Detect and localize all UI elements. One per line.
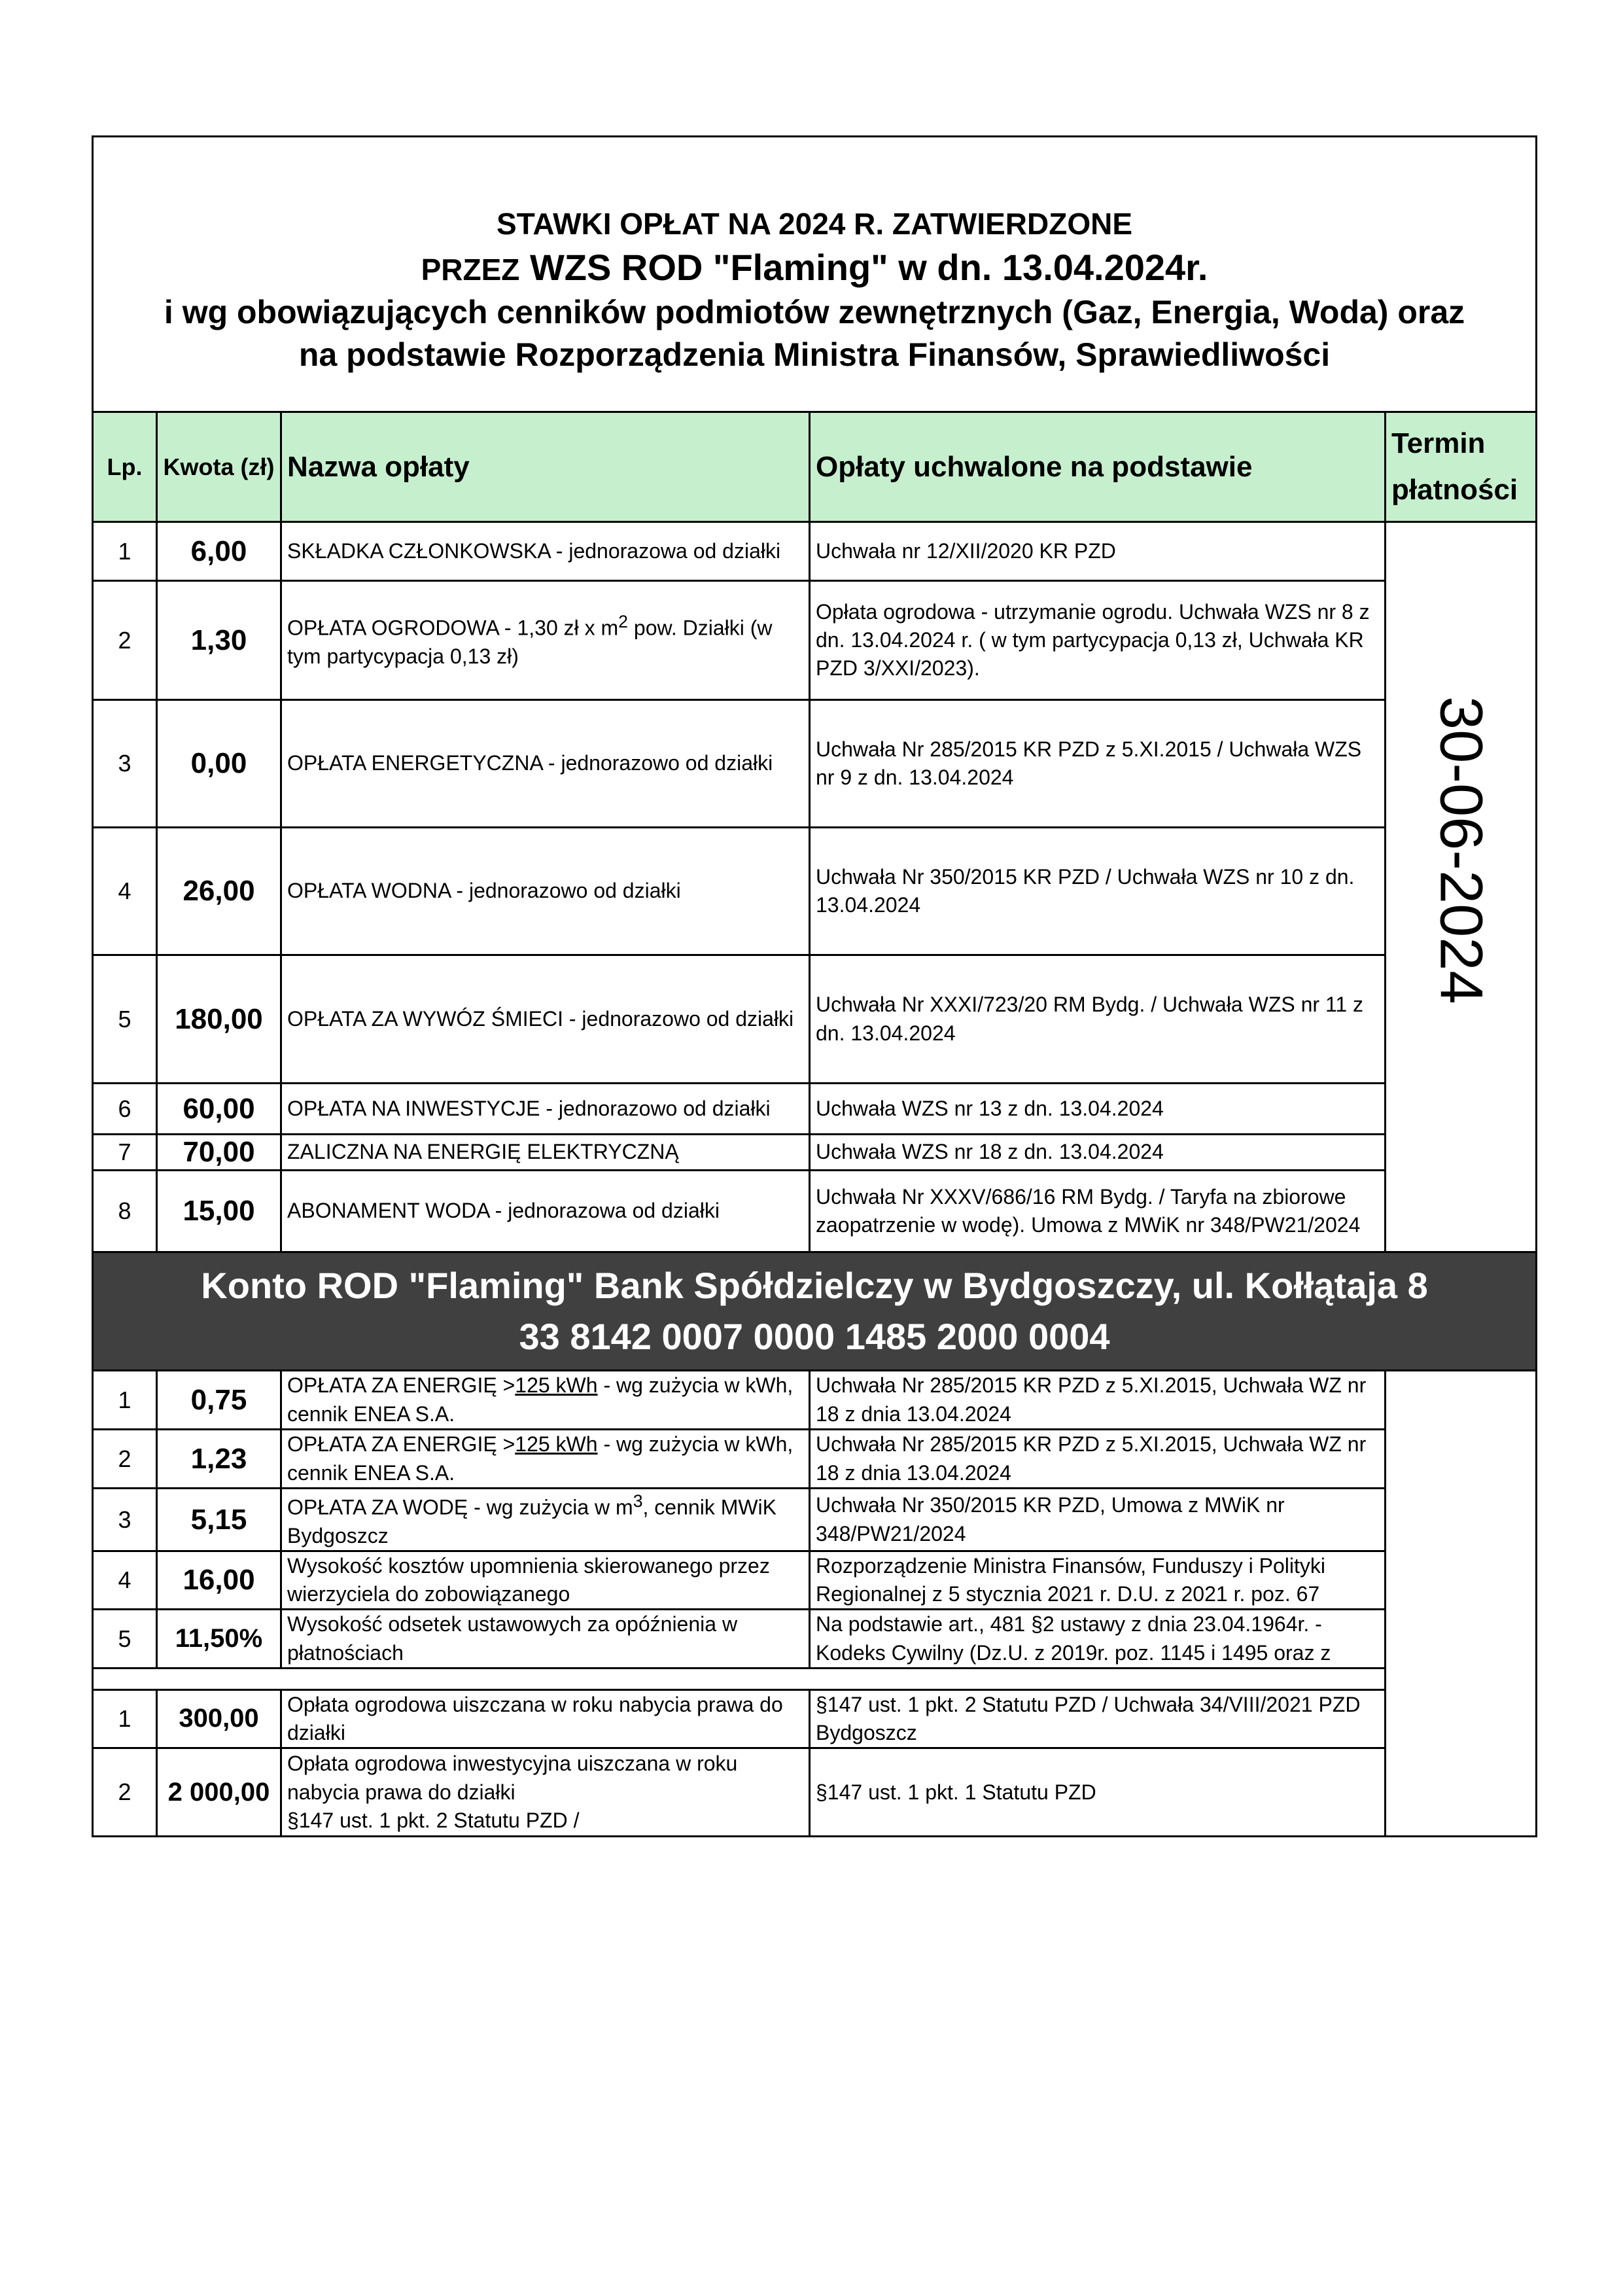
fee-name-part: , cennik MWiK Bydgoszcz xyxy=(287,1495,777,1547)
row-legal-basis: Opłata ogrodowa - utrzymanie ogrodu. Uchwała WZS nr 8 z dn. 13.04.2024 r. ( w tym partycypacja 0,13 zł, Uchwała KR PZD 3/XXI/2023). xyxy=(810,581,1386,700)
table-row xyxy=(93,700,1537,828)
row-lp: 2 xyxy=(93,1748,157,1837)
row-legal-basis: §147 ust. 1 pkt. 1 Statutu PZD xyxy=(810,1748,1386,1837)
row-fee-name: ABONAMENT WODA - jednorazowa od działki xyxy=(281,1171,810,1252)
row-lp: 1 xyxy=(93,1689,157,1748)
spacer-cell xyxy=(93,1668,1386,1689)
row-fee-name: OPŁATA ENERGETYCZNA - jednorazowo od działki xyxy=(281,700,810,828)
table-row xyxy=(93,1371,1537,1430)
row-amount: 15,00 xyxy=(157,1171,281,1252)
row-fee-name: ZALICZNA NA ENERGIĘ ELEKTRYCZNĄ xyxy=(281,1135,810,1171)
row-fee-name: SKŁADKA CZŁONKOWSKA - jednorazowa od działki xyxy=(281,522,810,581)
table-row xyxy=(93,1610,1537,1668)
table-row xyxy=(93,1171,1537,1252)
row-amount: 70,00 xyxy=(157,1135,281,1171)
due-date-cell xyxy=(1386,522,1537,1252)
row-lp: 5 xyxy=(93,955,157,1084)
header-kwota: Kwota (zł) xyxy=(157,412,281,522)
superscript: 3 xyxy=(633,1491,643,1511)
fee-table-sheet xyxy=(92,135,1535,1837)
bank-name: Konto ROD "Flaming" Bank Spółdzielczy w Bydgoszczy, ul. Kołłątaja 8 xyxy=(201,1264,1428,1306)
row-amount: 2 000,00 xyxy=(157,1748,281,1837)
title-line-1: STAWKI OPŁAT NA 2024 R. ZATWIERDZONE xyxy=(497,206,1133,241)
row-legal-basis: §147 ust. 1 pkt. 2 Statutu PZD / Uchwała 34/VIII/2021 PZD Bydgoszcz xyxy=(810,1689,1386,1748)
fee-name-part: pow. Działki (w tym partycypacja 0,13 zł) xyxy=(287,616,773,668)
row-legal-basis: Na podstawie art., 481 §2 ustawy z dnia 23.04.1964r. - Kodeks Cywilny (Dz.U. z 2019r. poz. 1145 i 1495 oraz z xyxy=(810,1610,1386,1668)
row-lp: 6 xyxy=(93,1084,157,1135)
title-line-2-prefix: PRZEZ xyxy=(421,252,520,287)
row-legal-basis: Uchwała Nr XXXI/723/20 RM Bydg. / Uchwała WZS nr 11 z dn. 13.04.2024 xyxy=(810,955,1386,1084)
row-legal-basis: Rozporządzenie Ministra Finansów, Funduszy i Polityki Regionalnej z 5 stycznia 2021 r. D.U. z 2021 r. poz. 67 xyxy=(810,1551,1386,1610)
row-amount: 0,00 xyxy=(157,700,281,828)
empty-cell xyxy=(1386,1689,1537,1748)
document-title xyxy=(93,137,1537,412)
empty-cell xyxy=(1386,1610,1537,1668)
table-row xyxy=(93,955,1537,1084)
row-lp: 2 xyxy=(93,581,157,700)
fee-table xyxy=(92,135,1537,1837)
row-lp: 5 xyxy=(93,1610,157,1668)
row-lp: 4 xyxy=(93,828,157,955)
row-legal-basis: Uchwała WZS nr 18 z dn. 13.04.2024 xyxy=(810,1135,1386,1171)
row-legal-basis: Uchwała Nr 285/2015 KR PZD z 5.XI.2015, Uchwała WZ nr 18 z dnia 13.04.2024 xyxy=(810,1371,1386,1430)
row-lp: 1 xyxy=(93,1371,157,1430)
header-podstawa: Opłaty uchwalone na podstawie xyxy=(810,412,1386,522)
row-amount: 1,23 xyxy=(157,1430,281,1489)
table-row xyxy=(93,1689,1537,1748)
row-legal-basis: Uchwała nr 12/XII/2020 KR PZD xyxy=(810,522,1386,581)
row-fee-name: OPŁATA NA INWESTYCJE - jednorazowo od działki xyxy=(281,1084,810,1135)
fee-name-line: §147 ust. 1 pkt. 2 Statutu PZD / xyxy=(287,1808,580,1832)
row-amount: 180,00 xyxy=(157,955,281,1084)
table-row xyxy=(93,1489,1537,1551)
title-line-2 xyxy=(107,244,1522,292)
due-date: 30-06-2024 xyxy=(1427,696,1495,1004)
title-line-4: na podstawie Rozporządzenia Ministra Finansów, Sprawiedliwości xyxy=(298,336,1331,374)
row-amount: 60,00 xyxy=(157,1084,281,1135)
header-row xyxy=(93,412,1537,522)
bank-account-banner xyxy=(93,1252,1537,1371)
row-amount: 300,00 xyxy=(157,1689,281,1748)
row-fee-name xyxy=(281,1489,810,1551)
bank-account-row xyxy=(93,1252,1537,1371)
row-lp: 1 xyxy=(93,522,157,581)
empty-cell xyxy=(1386,1551,1537,1610)
row-fee-name: Wysokość kosztów upomnienia skierowanego przez wierzyciela do zobowiązanego xyxy=(281,1551,810,1610)
row-amount: 5,15 xyxy=(157,1489,281,1551)
header-lp: Lp. xyxy=(93,412,157,522)
row-amount: 26,00 xyxy=(157,828,281,955)
title-line-2-main: WZS ROD "Flaming" w dn. 13.04.2024r. xyxy=(529,246,1208,288)
fee-name-part: OPŁATA ZA WODĘ - wg zużycia w m xyxy=(287,1495,633,1519)
row-lp: 7 xyxy=(93,1135,157,1171)
empty-cell xyxy=(1386,1748,1537,1837)
table-row xyxy=(93,1551,1537,1610)
row-fee-name xyxy=(281,1430,810,1489)
empty-cell xyxy=(1386,1668,1537,1689)
row-lp: 2 xyxy=(93,1430,157,1489)
empty-cell xyxy=(1386,1371,1537,1430)
header-termin: Termin płatności xyxy=(1386,412,1537,522)
row-fee-name: Wysokość odsetek ustawowych za opóźnienia w płatnościach xyxy=(281,1610,810,1668)
title-line-3: i wg obowiązujących cenników podmiotów zewnętrznych (Gaz, Energia, Woda) oraz xyxy=(164,294,1465,331)
row-legal-basis: Uchwała Nr 285/2015 KR PZD z 5.XI.2015 / Uchwała WZS nr 9 z dn. 13.04.2024 xyxy=(810,700,1386,828)
row-amount: 11,50% xyxy=(157,1610,281,1668)
row-lp: 3 xyxy=(93,1489,157,1551)
row-fee-name xyxy=(281,1748,810,1837)
table-row xyxy=(93,1748,1537,1837)
fee-name-part: OPŁATA ZA ENERGIĘ > xyxy=(287,1373,515,1398)
row-legal-basis: Uchwała Nr XXXV/686/16 RM Bydg. / Taryfa na zbiorowe zaopatrzenie w wodę). Umowa z MWiK nr 348/PW21/2024 xyxy=(810,1171,1386,1252)
fee-name-underlined: 125 kWh xyxy=(515,1432,598,1457)
title-row xyxy=(93,137,1537,412)
empty-cell xyxy=(1386,1489,1537,1551)
row-fee-name: Opłata ogrodowa uiszczana w roku nabycia prawa do działki xyxy=(281,1689,810,1748)
row-legal-basis: Uchwała Nr 285/2015 KR PZD z 5.XI.2015, Uchwała WZ nr 18 z dnia 13.04.2024 xyxy=(810,1430,1386,1489)
row-lp: 8 xyxy=(93,1171,157,1252)
fee-name-line: Opłata ogrodowa inwestycyjna uiszczana w roku nabycia prawa do działki xyxy=(287,1752,738,1804)
row-amount: 6,00 xyxy=(157,522,281,581)
row-fee-name: OPŁATA WODNA - jednorazowo od działki xyxy=(281,828,810,955)
row-amount: 16,00 xyxy=(157,1551,281,1610)
bank-account-number: 33 8142 0007 0000 1485 2000 0004 xyxy=(519,1316,1110,1357)
row-amount: 1,30 xyxy=(157,581,281,700)
superscript: 2 xyxy=(618,611,628,631)
table-row xyxy=(93,1135,1537,1171)
row-fee-name xyxy=(281,581,810,700)
fee-name-part: - wg zużycia w kWh, cennik ENEA S.A. xyxy=(287,1373,794,1426)
fee-name-part: OPŁATA ZA ENERGIĘ > xyxy=(287,1432,515,1457)
spacer-row xyxy=(93,1668,1537,1689)
row-legal-basis: Uchwała WZS nr 13 z dn. 13.04.2024 xyxy=(810,1084,1386,1135)
table-row xyxy=(93,828,1537,955)
header-nazwa: Nazwa opłaty xyxy=(281,412,810,522)
row-legal-basis: Uchwała Nr 350/2015 KR PZD, Umowa z MWiK nr 348/PW21/2024 xyxy=(810,1489,1386,1551)
fee-name-underlined: 125 kWh xyxy=(515,1373,598,1398)
row-legal-basis: Uchwała Nr 350/2015 KR PZD / Uchwała WZS nr 10 z dn. 13.04.2024 xyxy=(810,828,1386,955)
table-row xyxy=(93,1430,1537,1489)
row-amount: 0,75 xyxy=(157,1371,281,1430)
table-row xyxy=(93,1084,1537,1135)
row-lp: 4 xyxy=(93,1551,157,1610)
fee-name-part: - wg zużycia w kWh, cennik ENEA S.A. xyxy=(287,1432,794,1485)
table-row xyxy=(93,522,1537,581)
table-row xyxy=(93,581,1537,700)
fee-name-part: OPŁATA OGRODOWA - 1,30 zł x m xyxy=(287,616,619,640)
empty-cell xyxy=(1386,1430,1537,1489)
row-lp: 3 xyxy=(93,700,157,828)
row-fee-name xyxy=(281,1371,810,1430)
row-fee-name: OPŁATA ZA WYWÓZ ŚMIECI - jednorazowo od działki xyxy=(281,955,810,1084)
